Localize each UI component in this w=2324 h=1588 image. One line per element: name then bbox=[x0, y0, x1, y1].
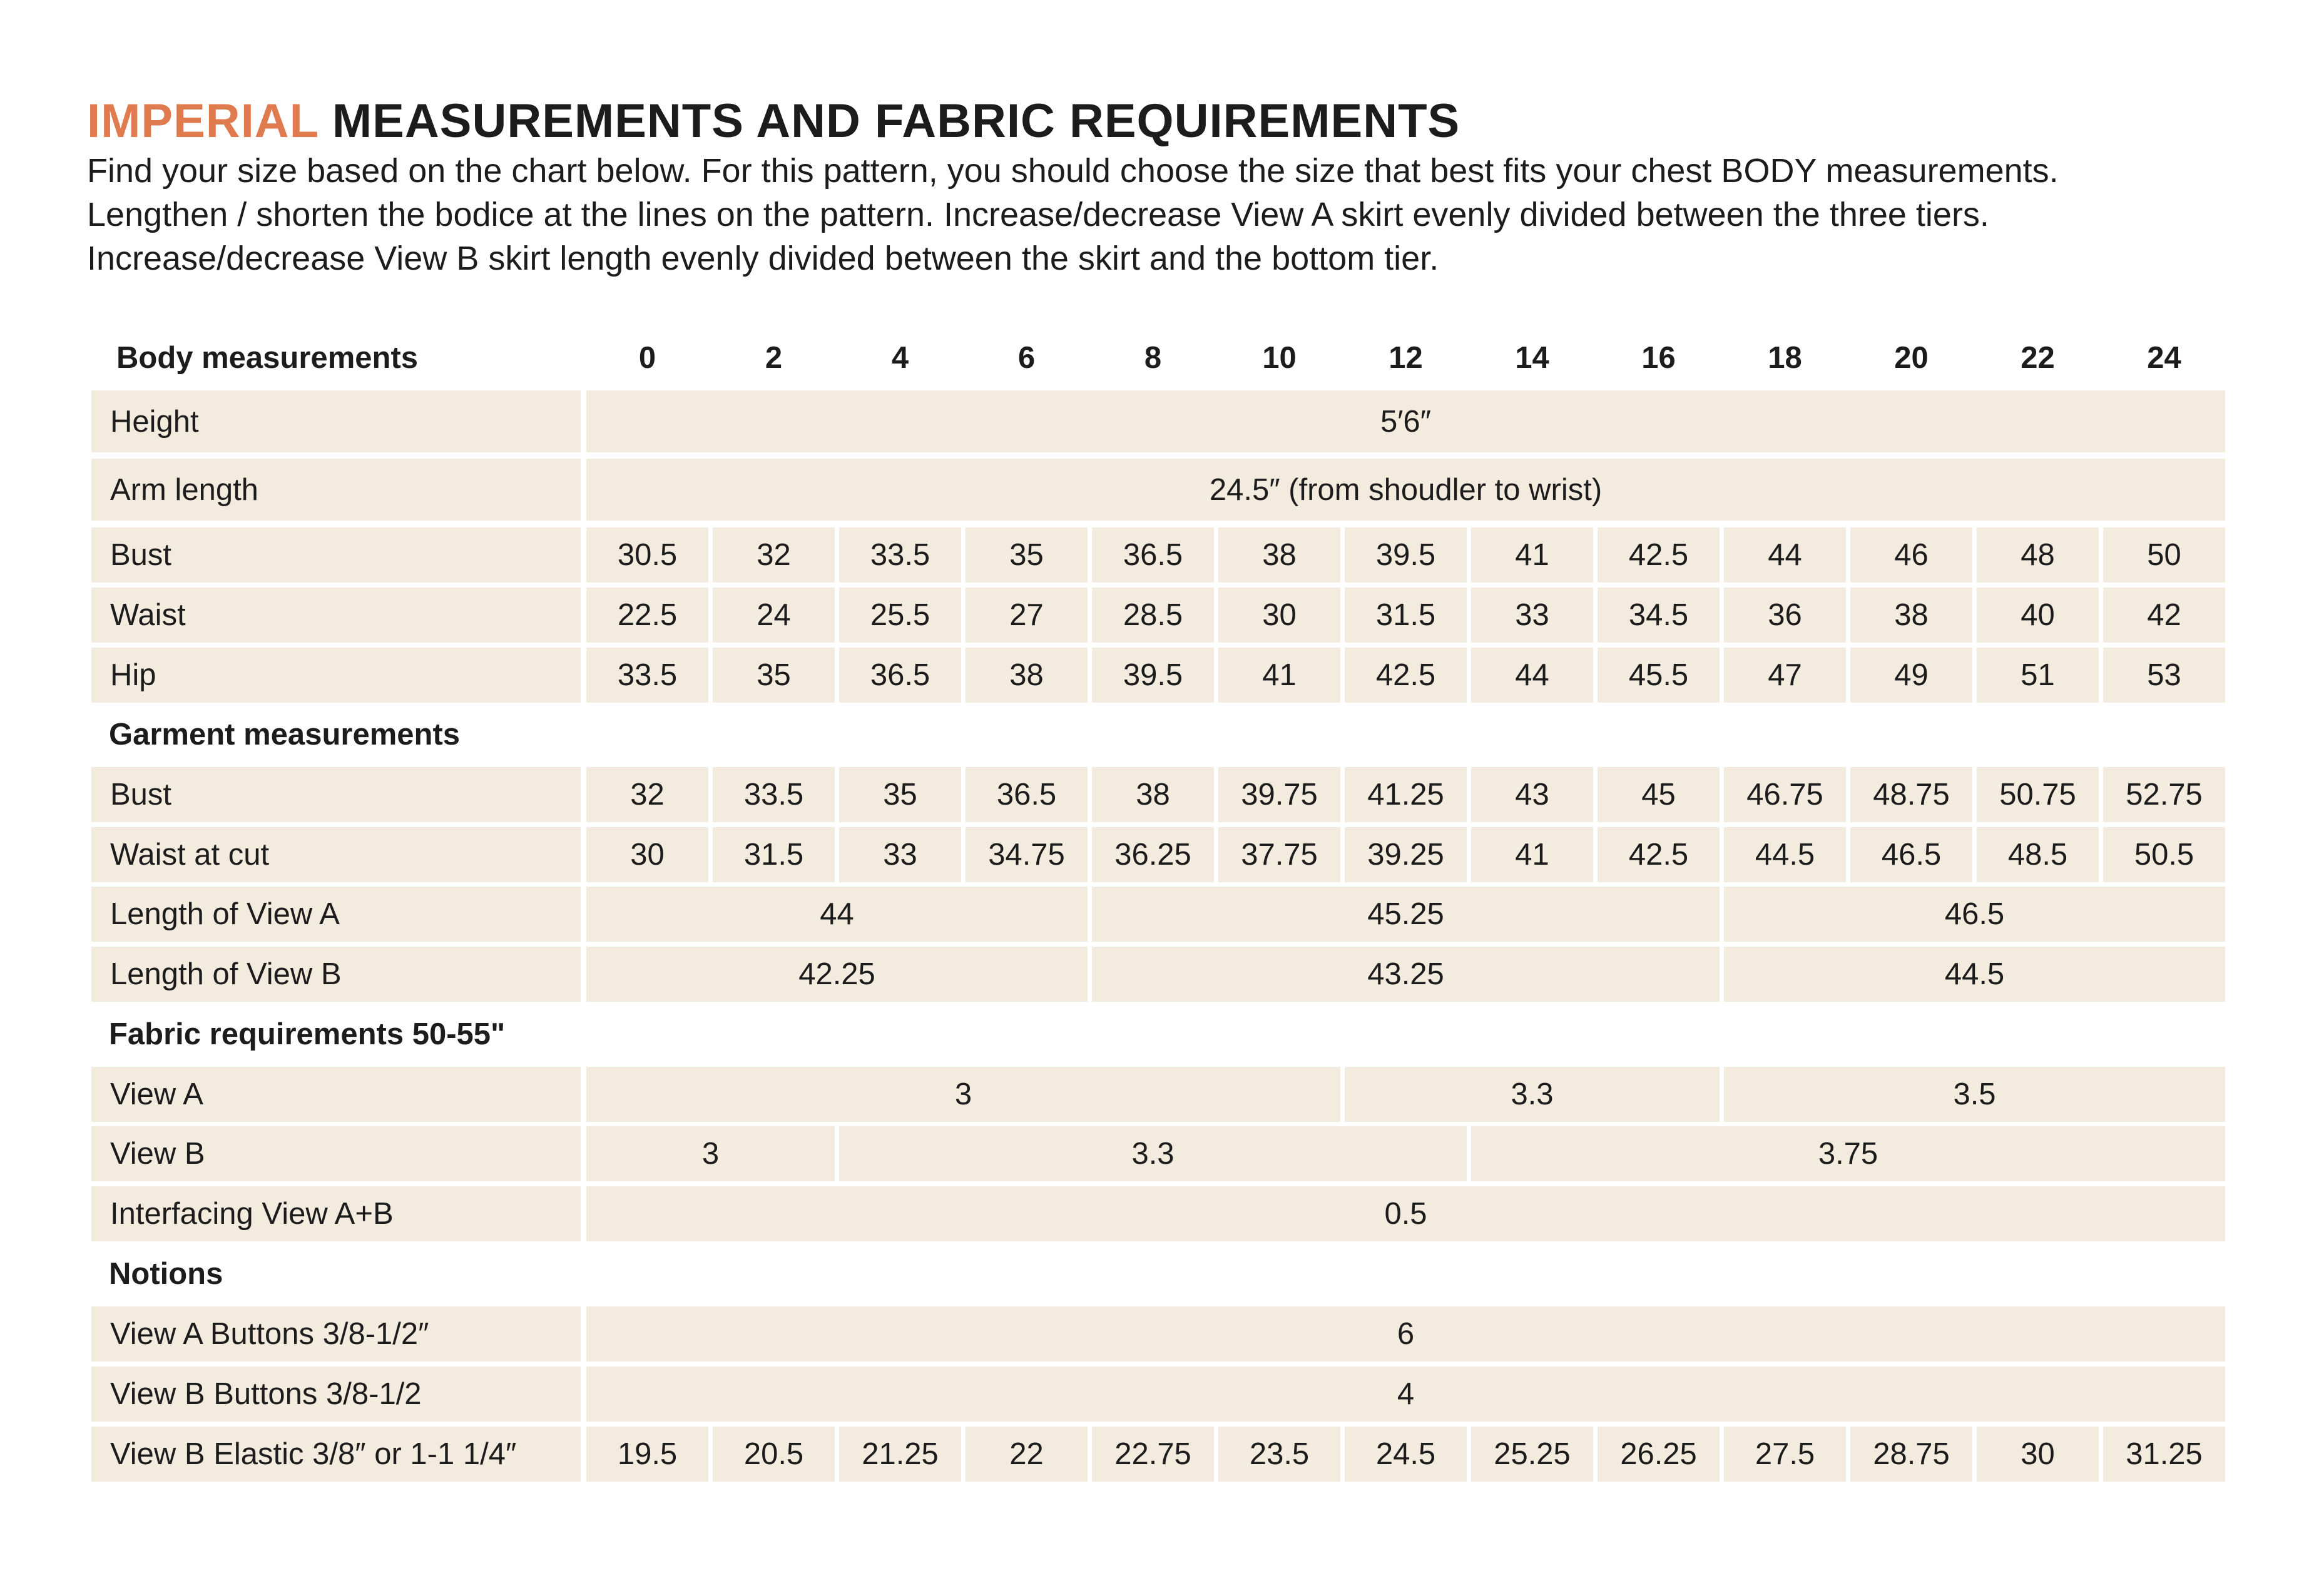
table-cell: 49 bbox=[1850, 648, 1972, 703]
table-cell: 36.5 bbox=[1092, 527, 1214, 583]
table-cell: 33.5 bbox=[839, 527, 961, 583]
table-cell: 50.75 bbox=[1977, 767, 2099, 822]
table-cell: 42.5 bbox=[1345, 648, 1467, 703]
table-cell: 27 bbox=[966, 588, 1088, 643]
merged-cell: 3.3 bbox=[1345, 1067, 1720, 1122]
table-cell: 30.5 bbox=[586, 527, 708, 583]
title-accent: IMPERIAL bbox=[87, 94, 319, 148]
table-cell: 35 bbox=[713, 648, 835, 703]
table-cell: 31.5 bbox=[1345, 588, 1467, 643]
table-cell: 41.25 bbox=[1345, 767, 1467, 822]
table-cell: 24.5 bbox=[1345, 1427, 1467, 1482]
table-cell: 33.5 bbox=[586, 648, 708, 703]
table-cell: 52.75 bbox=[2103, 767, 2225, 822]
table-cell: 44 bbox=[1724, 527, 1846, 583]
table-cell: 48.5 bbox=[1977, 827, 2099, 882]
section-title: Fabric requirements 50-55" bbox=[109, 1017, 506, 1051]
merged-cell: 24.5″ (from shoudler to wrist) bbox=[586, 459, 2225, 521]
table-cell: 46.75 bbox=[1724, 767, 1846, 822]
row-label: Bust bbox=[91, 767, 581, 822]
row-label: Waist at cut bbox=[91, 827, 581, 882]
table-cell: 33 bbox=[1471, 588, 1593, 643]
table-cell: 30 bbox=[1218, 588, 1340, 643]
row-label: Bust bbox=[91, 527, 581, 583]
table-cell: 35 bbox=[966, 527, 1088, 583]
table-cell: 34.5 bbox=[1598, 588, 1720, 643]
table-cell: 19.5 bbox=[586, 1427, 708, 1482]
table-cell: 50.5 bbox=[2103, 827, 2225, 882]
size-header: 18 bbox=[1768, 341, 1802, 375]
merged-cell: 6 bbox=[586, 1306, 2225, 1362]
table-cell: 30 bbox=[586, 827, 708, 882]
row-label: View B bbox=[91, 1126, 581, 1181]
row-label: Interfacing View A+B bbox=[91, 1186, 581, 1241]
size-header: 20 bbox=[1894, 341, 1929, 375]
table-cell: 34.75 bbox=[966, 827, 1088, 882]
table-cell: 53 bbox=[2103, 648, 2225, 703]
table-cell: 22 bbox=[966, 1427, 1088, 1482]
intro-line: Lengthen / shorten the bodice at the lines on the pattern. Increase/decrease View A skirt evenly divided between the three tiers. bbox=[87, 196, 1989, 233]
merged-cell: 44 bbox=[586, 887, 1088, 942]
table-cell: 48.75 bbox=[1850, 767, 1972, 822]
table-cell: 33 bbox=[839, 827, 961, 882]
table-cell: 44.5 bbox=[1724, 827, 1846, 882]
table-cell: 32 bbox=[586, 767, 708, 822]
table-cell: 28.75 bbox=[1850, 1427, 1972, 1482]
table-cell: 44 bbox=[1471, 648, 1593, 703]
table-cell: 37.75 bbox=[1218, 827, 1340, 882]
size-header: 14 bbox=[1515, 341, 1549, 375]
size-header: 16 bbox=[1641, 341, 1676, 375]
table-cell: 35 bbox=[839, 767, 961, 822]
row-label: View B Elastic 3/8″ or 1-1 1/4″ bbox=[91, 1427, 581, 1482]
table-cell: 38 bbox=[966, 648, 1088, 703]
table-cell: 43 bbox=[1471, 767, 1593, 822]
table-cell: 51 bbox=[1977, 648, 2099, 703]
table-cell: 20.5 bbox=[713, 1427, 835, 1482]
merged-cell: 46.5 bbox=[1724, 887, 2225, 942]
table-cell: 27.5 bbox=[1724, 1427, 1846, 1482]
merged-cell: 44.5 bbox=[1724, 947, 2225, 1002]
table-cell: 39.75 bbox=[1218, 767, 1340, 822]
table-cell: 42.5 bbox=[1598, 527, 1720, 583]
title-rest: MEASUREMENTS AND FABRIC REQUIREMENTS bbox=[332, 94, 1460, 148]
size-header: 8 bbox=[1144, 341, 1162, 375]
merged-cell: 43.25 bbox=[1092, 947, 1720, 1002]
merged-cell: 3 bbox=[586, 1126, 835, 1181]
table-cell: 36.5 bbox=[839, 648, 961, 703]
table-cell: 36.25 bbox=[1092, 827, 1214, 882]
table-cell: 39.5 bbox=[1345, 527, 1467, 583]
row-label: Height bbox=[91, 390, 581, 452]
row-label: Length of View A bbox=[91, 887, 581, 942]
size-header: 2 bbox=[765, 341, 783, 375]
table-cell: 42 bbox=[2103, 588, 2225, 643]
table-cell: 25.25 bbox=[1471, 1427, 1593, 1482]
size-header: 24 bbox=[2147, 341, 2181, 375]
merged-cell: 45.25 bbox=[1092, 887, 1720, 942]
table-cell: 46 bbox=[1850, 527, 1972, 583]
table-cell: 38 bbox=[1850, 588, 1972, 643]
table-cell: 33.5 bbox=[713, 767, 835, 822]
table-cell: 39.5 bbox=[1092, 648, 1214, 703]
table-cell: 28.5 bbox=[1092, 588, 1214, 643]
merged-cell: 42.25 bbox=[586, 947, 1088, 1002]
table-cell: 39.25 bbox=[1345, 827, 1467, 882]
table-cell: 42.5 bbox=[1598, 827, 1720, 882]
table-cell: 45.5 bbox=[1598, 648, 1720, 703]
section-title: Garment measurements bbox=[109, 718, 461, 751]
merged-cell: 0.5 bbox=[586, 1186, 2225, 1241]
merged-cell: 3.75 bbox=[1471, 1126, 2225, 1181]
size-header: 0 bbox=[638, 341, 656, 375]
intro-line: Find your size based on the chart below. For this pattern, you should choose the size that best fits your chest BODY measurements. bbox=[87, 152, 2059, 190]
table-cell: 41 bbox=[1218, 648, 1340, 703]
table-cell: 36 bbox=[1724, 588, 1846, 643]
row-label: Arm length bbox=[91, 459, 581, 521]
size-header: 22 bbox=[2021, 341, 2055, 375]
table-cell: 24 bbox=[713, 588, 835, 643]
merged-cell: 3.3 bbox=[839, 1126, 1467, 1181]
table-cell: 31.5 bbox=[713, 827, 835, 882]
row-label: View A Buttons 3/8-1/2″ bbox=[91, 1306, 581, 1362]
row-label: Length of View B bbox=[91, 947, 581, 1002]
merged-cell: 3 bbox=[586, 1067, 1340, 1122]
size-header: 12 bbox=[1389, 341, 1423, 375]
table-cell: 21.25 bbox=[839, 1427, 961, 1482]
table-cell: 41 bbox=[1471, 527, 1593, 583]
row-label: View B Buttons 3/8-1/2 bbox=[91, 1367, 581, 1422]
section-title: Body measurements bbox=[116, 341, 419, 375]
table-cell: 50 bbox=[2103, 527, 2225, 583]
merged-cell: 4 bbox=[586, 1367, 2225, 1422]
table-cell: 26.25 bbox=[1598, 1427, 1720, 1482]
table-cell: 47 bbox=[1724, 648, 1846, 703]
size-header: 6 bbox=[1017, 341, 1036, 375]
merged-cell: 5′6″ bbox=[586, 390, 2225, 452]
row-label: Hip bbox=[91, 648, 581, 703]
table-cell: 22.75 bbox=[1092, 1427, 1214, 1482]
table-cell: 38 bbox=[1218, 527, 1340, 583]
table-cell: 48 bbox=[1977, 527, 2099, 583]
row-label: View A bbox=[91, 1067, 581, 1122]
table-cell: 32 bbox=[713, 527, 835, 583]
table-cell: 38 bbox=[1092, 767, 1214, 822]
table-cell: 40 bbox=[1977, 588, 2099, 643]
row-label: Waist bbox=[91, 588, 581, 643]
size-header: 10 bbox=[1262, 341, 1297, 375]
intro-line: Increase/decrease View B skirt length evenly divided between the skirt and the bottom tier. bbox=[87, 240, 1439, 277]
table-cell: 31.25 bbox=[2103, 1427, 2225, 1482]
table-cell: 25.5 bbox=[839, 588, 961, 643]
merged-cell: 3.5 bbox=[1724, 1067, 2225, 1122]
table-cell: 30 bbox=[1977, 1427, 2099, 1482]
section-title: Notions bbox=[109, 1257, 223, 1291]
table-cell: 23.5 bbox=[1218, 1427, 1340, 1482]
table-cell: 22.5 bbox=[586, 588, 708, 643]
size-header: 4 bbox=[891, 341, 909, 375]
table-cell: 45 bbox=[1598, 767, 1720, 822]
table-cell: 46.5 bbox=[1850, 827, 1972, 882]
table-cell: 36.5 bbox=[966, 767, 1088, 822]
table-cell: 41 bbox=[1471, 827, 1593, 882]
